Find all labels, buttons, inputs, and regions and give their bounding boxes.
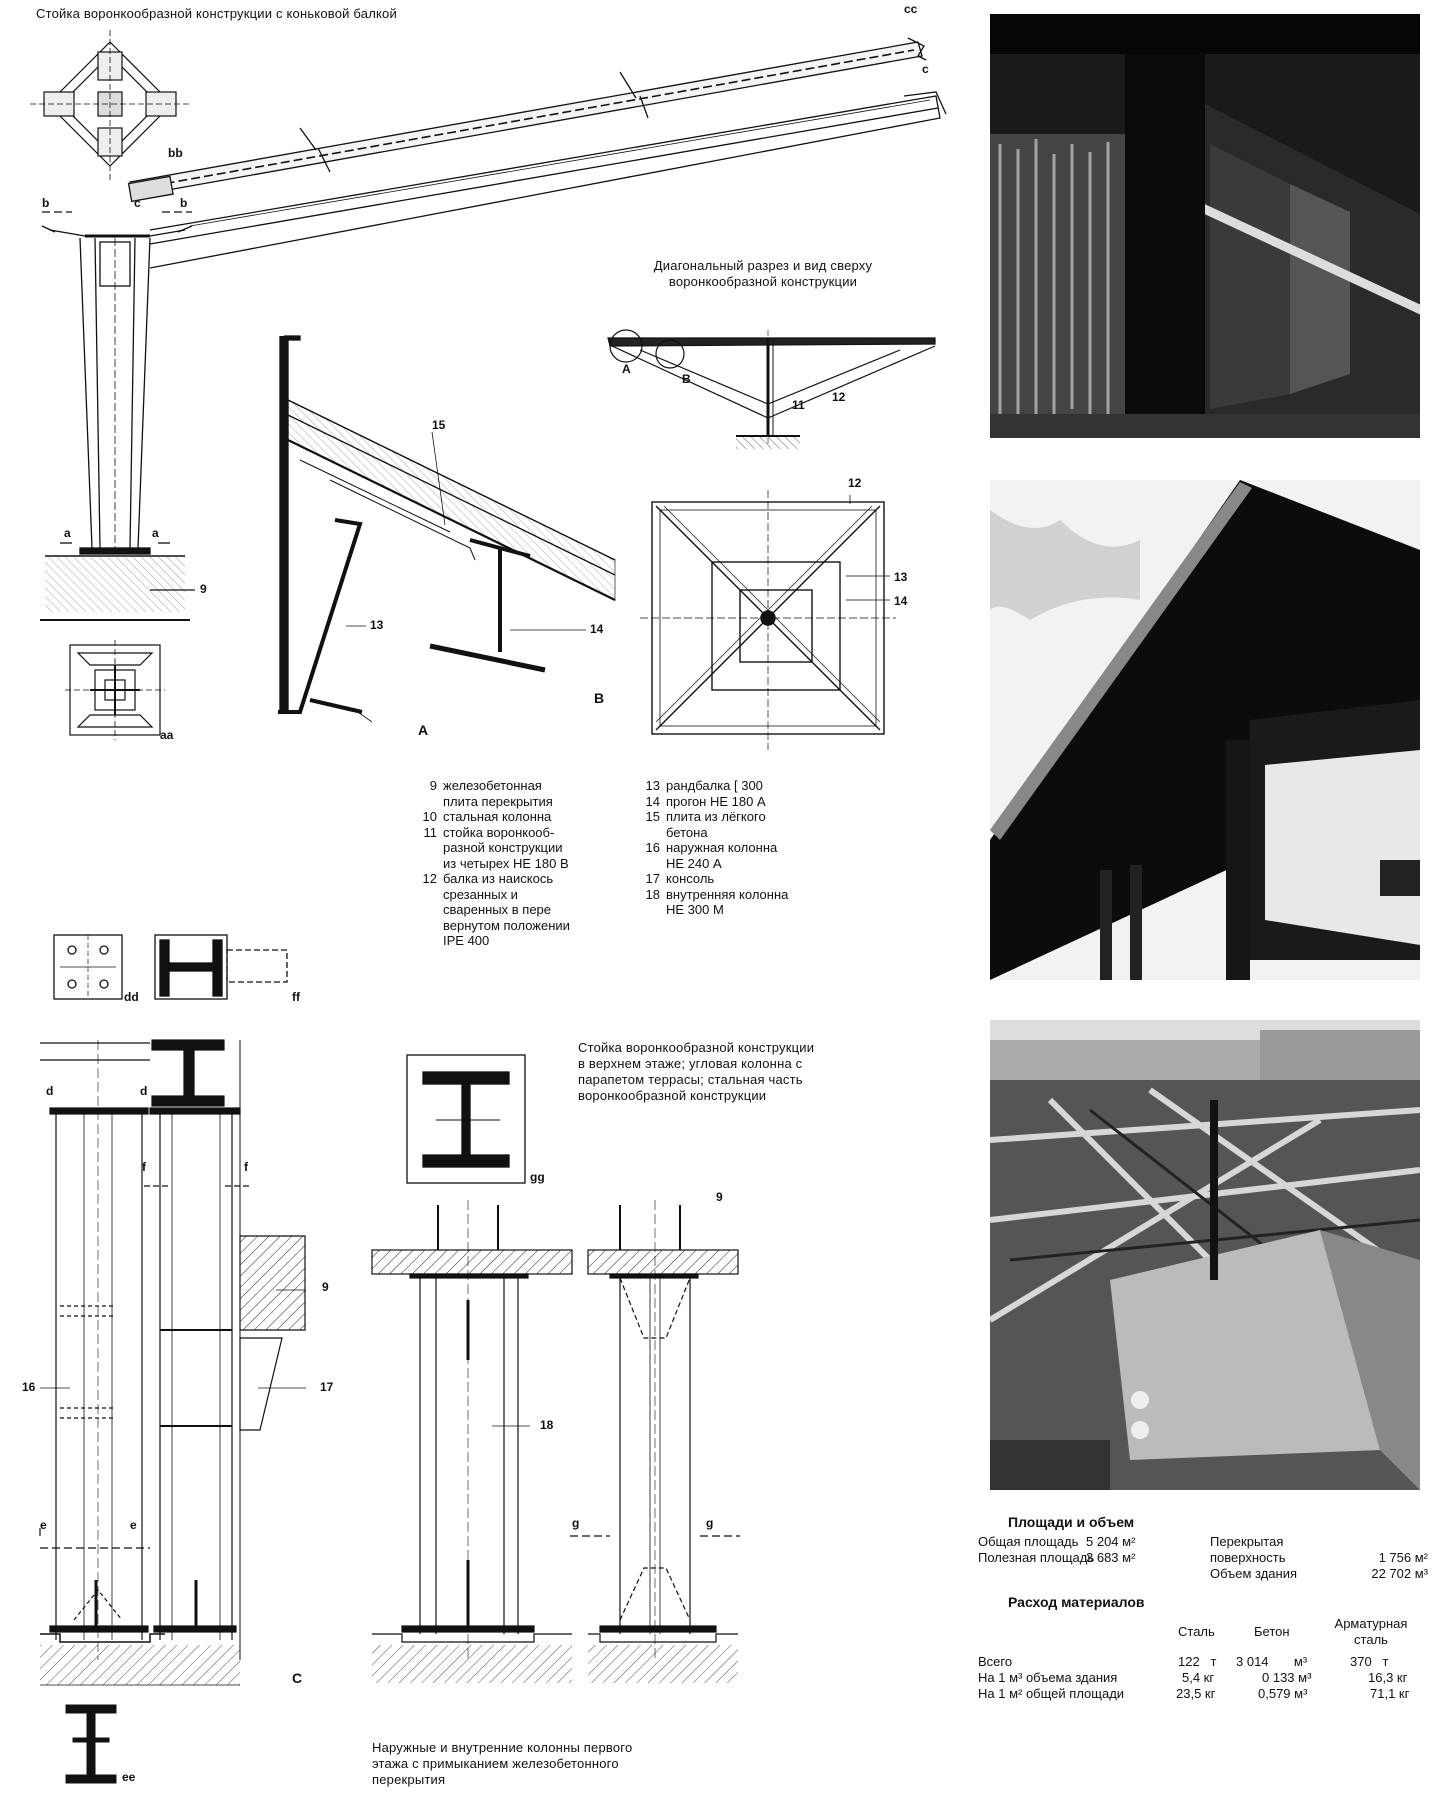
label-e-right: e: [130, 1518, 137, 1532]
label-14-plan: 14: [894, 594, 908, 608]
label-9-ground: 9: [716, 1190, 723, 1204]
label-15: 15: [432, 418, 446, 432]
materials-col-rebar: Арматурная сталь: [1334, 1616, 1408, 1647]
label-13-plan: 13: [894, 570, 908, 584]
section-gg: [407, 1055, 525, 1183]
materials-cell: 0,579 м³: [1258, 1686, 1308, 1701]
materials-row-label: На 1 м³ объема здания: [978, 1670, 1118, 1685]
areas-section: [978, 1514, 1428, 1586]
label-e-left: e: [40, 1518, 47, 1532]
materials-cell: 71,1 кг: [1370, 1686, 1410, 1701]
upper-floor-caption: Стойка воронкообразной конструкции в верхнем этаже; угловая колонна с парапетом террасы; стальная часть воронкообразной конструкции: [578, 1040, 815, 1103]
materials-cell: 3 014 м³: [1236, 1654, 1308, 1669]
label-dd: dd: [124, 990, 139, 1004]
label-A-small: A: [622, 362, 631, 376]
label-aa: aa: [160, 728, 174, 742]
covered-area-value: 1 756 м²: [1378, 1550, 1428, 1565]
label-b-left: b: [42, 196, 50, 210]
materials-cell: 23,5 кг: [1176, 1686, 1216, 1701]
volume-value: 22 702 м³: [1371, 1566, 1428, 1581]
materials-row-label: Всего: [978, 1654, 1013, 1669]
ridge-beam: [129, 38, 946, 268]
label-f-right: f: [244, 1160, 248, 1174]
label-B-detail: B: [594, 690, 605, 706]
section-ee: [66, 1705, 116, 1783]
label-c-left: c: [134, 196, 141, 210]
label-b-right: b: [180, 196, 188, 210]
legend-item: 17 консоль: [645, 871, 715, 886]
funnel-column-elevation: [40, 212, 195, 620]
label-a-right: a: [152, 526, 159, 540]
label-gg: gg: [530, 1170, 545, 1184]
cross-plan-bb: [30, 30, 190, 180]
section-dd-ff: [54, 935, 287, 999]
label-d-right: d: [140, 1084, 148, 1098]
materials-cell: 5,4 кг: [1182, 1670, 1215, 1685]
label-bb: bb: [168, 146, 183, 160]
legend-item: 12 балка из наискось срезанных и сваренных в пере вернутом положении IPE 400: [422, 871, 570, 948]
materials-row-label: На 1 м² общей площади: [978, 1686, 1125, 1701]
label-A-detail: A: [418, 722, 429, 738]
materials-cell: 370 т: [1350, 1654, 1389, 1669]
photo-cantilever-roof: [990, 480, 1420, 980]
funnel-top-plan: [640, 490, 896, 750]
legend-item: 13 рандбалка [ 300: [645, 778, 763, 793]
label-c: c: [922, 62, 929, 76]
label-d-left: d: [46, 1084, 54, 1098]
legend-item: 16 наружная колонна НЕ 240 А: [645, 840, 778, 871]
materials-heading: Расход материалов: [1008, 1594, 1145, 1610]
legend-item: 18 внутренняя колонна НЕ 300 М: [645, 886, 789, 917]
materials-section: [978, 1594, 1428, 1704]
legend-item: 15 плита из лёгкого бетона: [645, 809, 766, 840]
total-area-label: Общая площадь: [978, 1534, 1079, 1549]
label-cc: cc: [904, 2, 918, 16]
materials-cell: 122 т: [1178, 1654, 1217, 1669]
label-9-column: 9: [322, 1280, 329, 1294]
ground-floor-caption: Наружные и внутренние колонны первого этажа с примыканием железобетонного перекрытия: [372, 1740, 633, 1787]
label-9-top: 9: [200, 582, 207, 596]
label-C: C: [292, 1670, 303, 1686]
materials-cell: 16,3 кг: [1368, 1670, 1408, 1685]
legend-left: [415, 778, 625, 949]
label-16: 16: [22, 1380, 36, 1394]
materials-col-steel: Сталь: [1178, 1624, 1215, 1639]
diagonal-caption: Диагональный разрез и вид сверху воронкообразной конструкции: [653, 258, 873, 289]
label-g-right: g: [706, 1516, 714, 1530]
base-plan-aa: [65, 640, 165, 740]
label-ff: ff: [292, 990, 300, 1004]
label-11: 11: [792, 398, 805, 412]
label-B-small: B: [682, 372, 691, 386]
label-a-left: a: [64, 526, 71, 540]
label-12-section: 12: [832, 390, 846, 404]
legend-right: [638, 778, 838, 918]
legend-item: 11 стойка воронкооб- разной конструкции из четырех НЕ 180 В: [423, 824, 569, 871]
covered-area-label: Перекрытая поверхность: [1210, 1534, 1286, 1565]
volume-label: Объем здания: [1210, 1566, 1298, 1581]
label-f-left: f: [142, 1160, 146, 1174]
label-14-detail: 14: [590, 622, 604, 636]
label-13-detail: 13: [370, 618, 384, 632]
areas-heading: Площади и объем: [1008, 1514, 1135, 1530]
label-ee: ee: [122, 1770, 136, 1784]
legend-item: 9 железобетонная плита перекрытия: [429, 778, 553, 809]
legend-item: 14 прогон НЕ 180 А: [645, 793, 766, 809]
ground-floor-columns: [372, 1200, 740, 1683]
useful-area-label: Полезная площадь: [978, 1550, 1095, 1565]
useful-area-value: 3 683 м²: [1086, 1550, 1136, 1565]
photo-steel-frame-construction: [990, 1020, 1420, 1490]
label-g-left: g: [572, 1516, 580, 1530]
roof-detail-AB: [278, 336, 615, 722]
legend-item: 10 стальная колонна: [422, 809, 552, 824]
total-area-value: 5 204 м²: [1086, 1534, 1136, 1549]
upper-floor-columns: [40, 1040, 306, 1685]
title-top-caption: Стойка воронкообразной конструкции с коньковой балкой: [36, 6, 397, 21]
label-12-plan: 12: [848, 476, 862, 490]
materials-cell: 0 133 м³: [1262, 1670, 1312, 1685]
materials-col-concrete: Бетон: [1254, 1624, 1290, 1639]
label-18: 18: [540, 1418, 554, 1432]
photo-storefront: [990, 14, 1420, 438]
label-17: 17: [320, 1380, 334, 1394]
diagonal-section: [608, 330, 935, 449]
